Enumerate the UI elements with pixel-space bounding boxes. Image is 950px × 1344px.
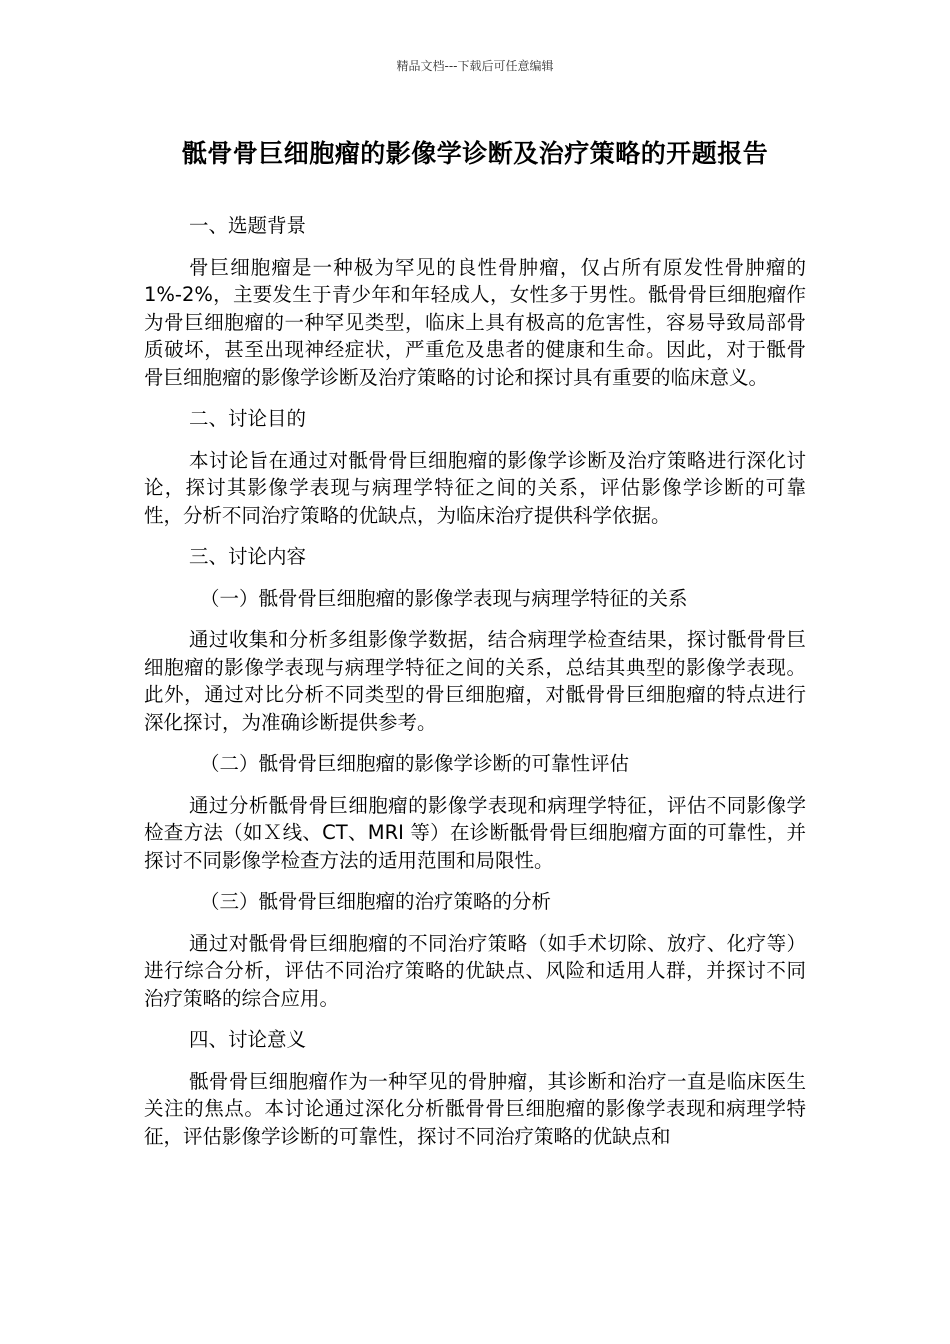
section-heading-purpose: 二、讨论目的 bbox=[189, 407, 307, 430]
section-heading-significance: 四、讨论意义 bbox=[189, 1028, 307, 1051]
header-note: 精品文档---下载后可任意编辑 bbox=[396, 59, 554, 73]
subheading-treatment-strategy: （三）骶骨骨巨细胞瘤的治疗策略的分析 bbox=[200, 890, 552, 913]
paragraph-significance: 骶骨骨巨细胞瘤作为一种罕见的骨肿瘤，其诊断和治疗一直是临床医生关注的焦点。本讨论通过深化分析骶骨骨巨细胞瘤的影像学表现和病理学特征，评估影像学诊断的可靠性，探讨不同治疗策略的优缺点和 bbox=[144, 1069, 806, 1148]
section-heading-content: 三、讨论内容 bbox=[189, 545, 307, 568]
section-heading-background: 一、选题背景 bbox=[189, 214, 307, 237]
subheading-diagnosis-reliability: （二）骶骨骨巨细胞瘤的影像学诊断的可靠性评估 bbox=[200, 752, 630, 775]
document-title: 骶骨骨巨细胞瘤的影像学诊断及治疗策略的开题报告 bbox=[181, 139, 769, 168]
document-body bbox=[144, 212, 806, 1164]
paragraph-treatment-strategy: 通过对骶骨骨巨细胞瘤的不同治疗策略（如手术切除、放疗、化疗等）进行综合分析，评估不同治疗策略的优缺点、风险和适用人群，并探讨不同治疗策略的综合应用。 bbox=[144, 931, 806, 1010]
subheading-imaging-pathology: （一）骶骨骨巨细胞瘤的影像学表现与病理学特征的关系 bbox=[200, 586, 688, 610]
paragraph-diagnosis-reliability: 通过分析骶骨骨巨细胞瘤的影像学表现和病理学特征，评估不同影像学检查方法（如Ｘ线、CT、MRI 等）在诊断骶骨骨巨细胞瘤方面的可靠性，并探讨不同影像学检查方法的适用范围和局限性。 bbox=[144, 793, 806, 872]
paragraph-background: 骨巨细胞瘤是一种极为罕见的良性骨肿瘤，仅占所有原发性骨肿瘤的 1%-2%，主要发生于青少年和年轻成人，女性多于男性。骶骨骨巨细胞瘤作为骨巨细胞瘤的一种罕见类型，临床上具有极高的危害性，容易导致局部骨质破坏，甚至出现神经症状，严重危及患者的健康和生命。因此，对于骶骨骨巨细胞瘤的影像学诊断及治疗策略的讨论和探讨具有重要的临床意义。 bbox=[144, 255, 806, 389]
paragraph-purpose: 本讨论旨在通过对骶骨骨巨细胞瘤的影像学诊断及治疗策略进行深化讨论，探讨其影像学表现与病理学特征之间的关系，评估影像学诊断的可靠性，分析不同治疗策略的优缺点，为临床治疗提供科学依据。 bbox=[144, 448, 806, 527]
paragraph-imaging-pathology: 通过收集和分析多组影像学数据，结合病理学检查结果，探讨骶骨骨巨细胞瘤的影像学表现与病理学特征之间的关系，总结其典型的影像学表现。此外，通过对比分析不同类型的骨巨细胞瘤，对骶骨骨巨细胞瘤的特点进行深化探讨，为准确诊断提供参考。 bbox=[144, 628, 806, 734]
